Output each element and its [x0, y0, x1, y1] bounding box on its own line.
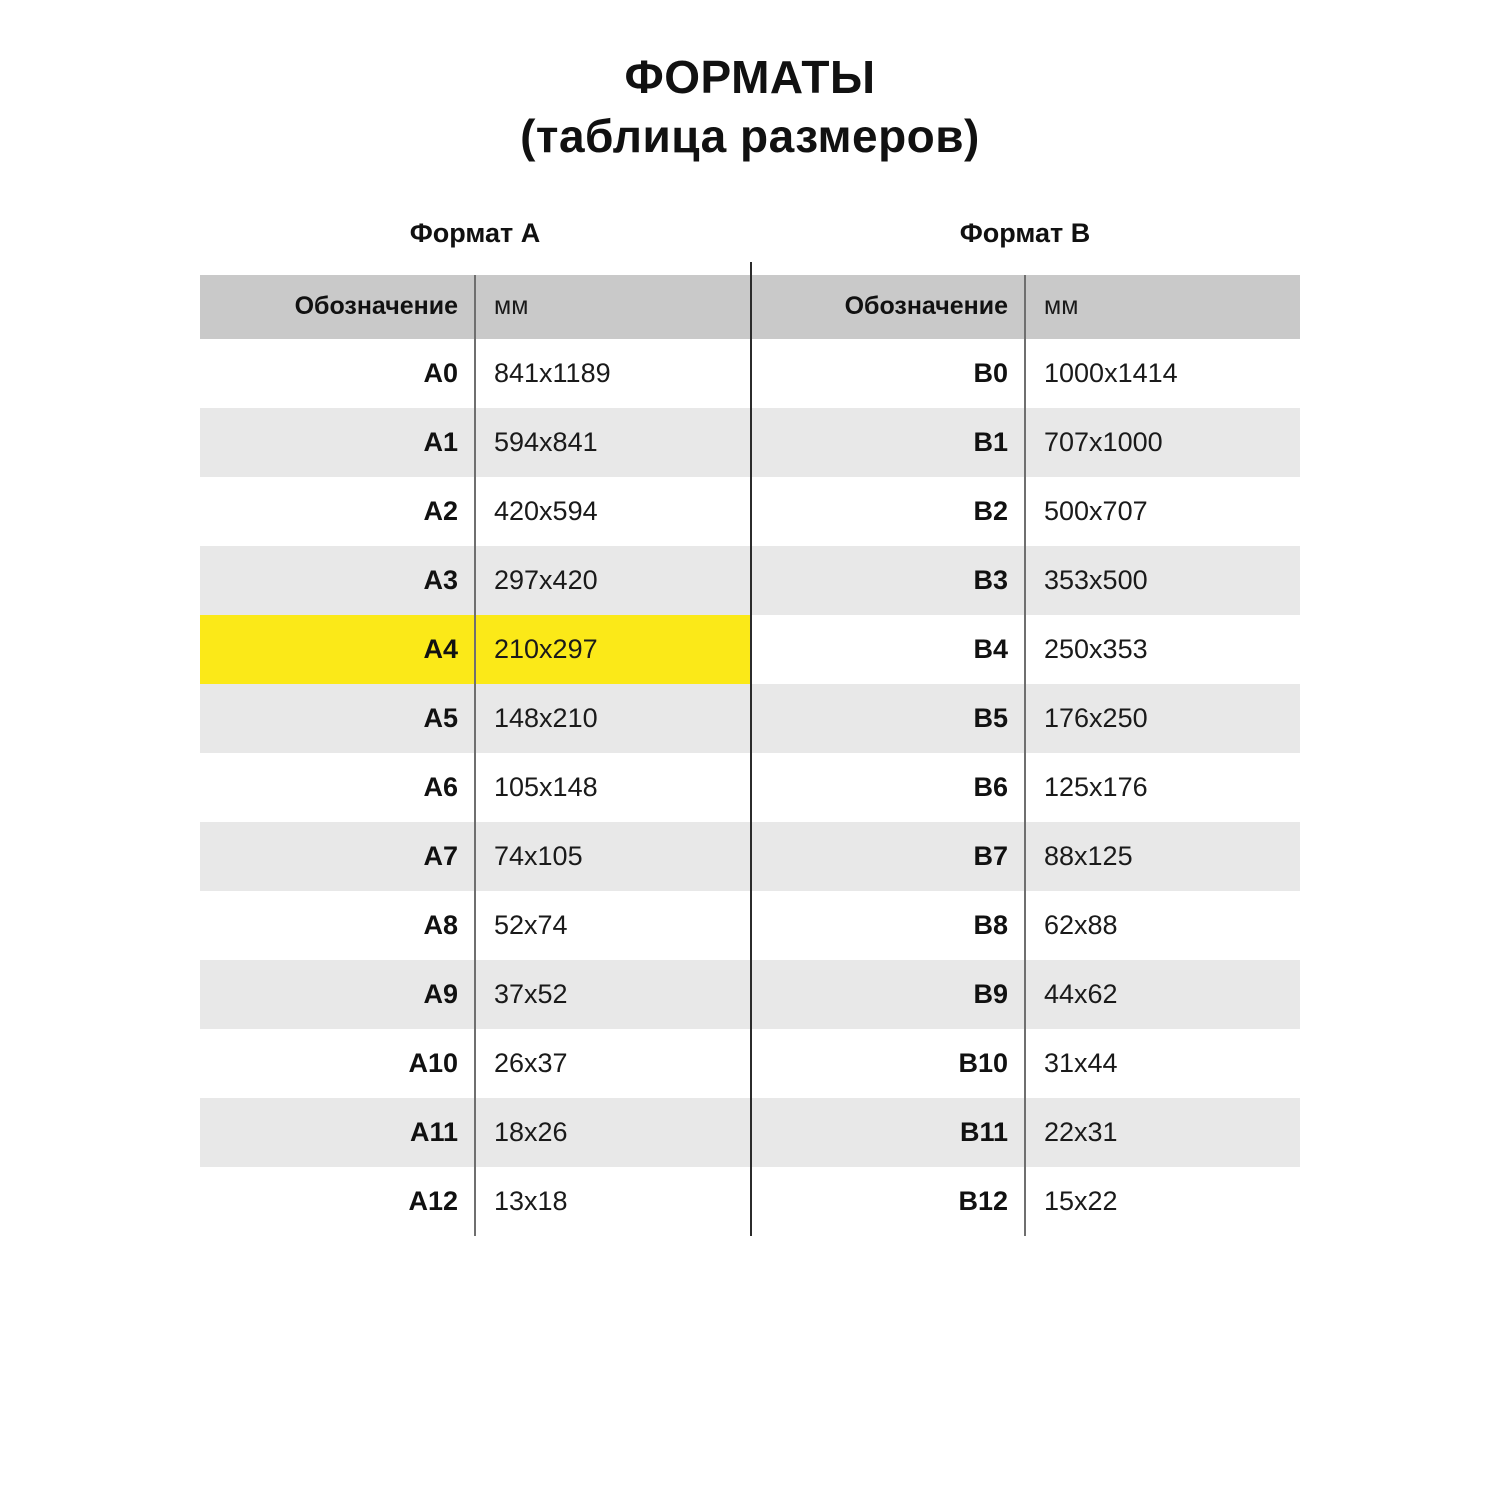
cell-b-mm: 88x125	[1025, 822, 1300, 891]
cell-b-code: B12	[958, 1185, 1008, 1216]
cell-b-code: B6	[973, 771, 1008, 802]
cell-a-mm: 841x1189	[475, 339, 750, 408]
header-a-mm: мм	[475, 275, 750, 339]
cell-b-mm: 176x250	[1025, 684, 1300, 753]
cell-a-mm: 420x594	[475, 477, 750, 546]
page-title-line-2: (таблица размеров)	[520, 109, 980, 162]
page-title-line-1: ФОРМАТЫ	[624, 51, 876, 103]
formats-table-wrap	[200, 206, 1300, 1236]
cell-a-mm: 74x105	[475, 822, 750, 891]
cell-a-code: A12	[408, 1185, 458, 1216]
cell-b-mm: 1000x1414	[1025, 339, 1300, 408]
cell-b-code: B0	[973, 357, 1008, 388]
cell-b-code: B10	[958, 1047, 1008, 1078]
cell-b-code: B4	[973, 633, 1008, 664]
page-title	[0, 0, 1500, 166]
cell-b-mm: 62x88	[1025, 891, 1300, 960]
cell-b-code: B11	[750, 1098, 1025, 1167]
cell-b-mm: 125x176	[1025, 753, 1300, 822]
cell-a-code: A0	[423, 357, 458, 388]
cell-a-code: A5	[200, 684, 475, 753]
cell-a-mm: 594x841	[475, 408, 750, 477]
cell-a-mm: 18x26	[475, 1098, 750, 1167]
cell-b-mm: 707x1000	[1025, 408, 1300, 477]
cell-a-code: A1	[200, 408, 475, 477]
cell-a-code: A10	[408, 1047, 458, 1078]
cell-a-mm: 37x52	[475, 960, 750, 1029]
cell-a-mm: 148x210	[475, 684, 750, 753]
cell-a-mm: 105x148	[475, 753, 750, 822]
cell-a-mm: 26x37	[475, 1029, 750, 1098]
cell-b-mm: 15x22	[1025, 1167, 1300, 1236]
cell-b-mm: 353x500	[1025, 546, 1300, 615]
cell-b-code: B2	[973, 495, 1008, 526]
cell-b-mm: 44x62	[1025, 960, 1300, 1029]
cell-b-code: B7	[750, 822, 1025, 891]
cell-a-code: A8	[423, 909, 458, 940]
cell-b-mm: 22x31	[1025, 1098, 1300, 1167]
cell-b-code: B1	[750, 408, 1025, 477]
cell-a-code: A3	[200, 546, 475, 615]
column-divider	[750, 262, 752, 1236]
header-a-code: Обозначение	[200, 275, 475, 339]
cell-a-code: A2	[423, 495, 458, 526]
cell-b-code: B8	[973, 909, 1008, 940]
group-header-b: Формат В	[959, 217, 1091, 248]
cell-b-code: B9	[750, 960, 1025, 1029]
cell-b-code: B3	[750, 546, 1025, 615]
header-b-mm: мм	[1025, 275, 1300, 339]
cell-a-code: A6	[423, 771, 458, 802]
cell-a-code: A4	[200, 615, 475, 684]
cell-b-code: B5	[750, 684, 1025, 753]
cell-a-code: A9	[200, 960, 475, 1029]
cell-a-mm: 13x18	[475, 1167, 750, 1236]
cell-a-code: A11	[200, 1098, 475, 1167]
group-header-a: Формат А	[409, 217, 541, 248]
cell-a-mm: 52x74	[475, 891, 750, 960]
cell-a-mm: 210x297	[475, 615, 750, 684]
cell-b-mm: 250x353	[1025, 615, 1300, 684]
cell-b-mm: 31x44	[1025, 1029, 1300, 1098]
cell-b-mm: 500x707	[1025, 477, 1300, 546]
header-b-code: Обозначение	[750, 275, 1025, 339]
cell-a-code: A7	[200, 822, 475, 891]
cell-a-mm: 297x420	[475, 546, 750, 615]
